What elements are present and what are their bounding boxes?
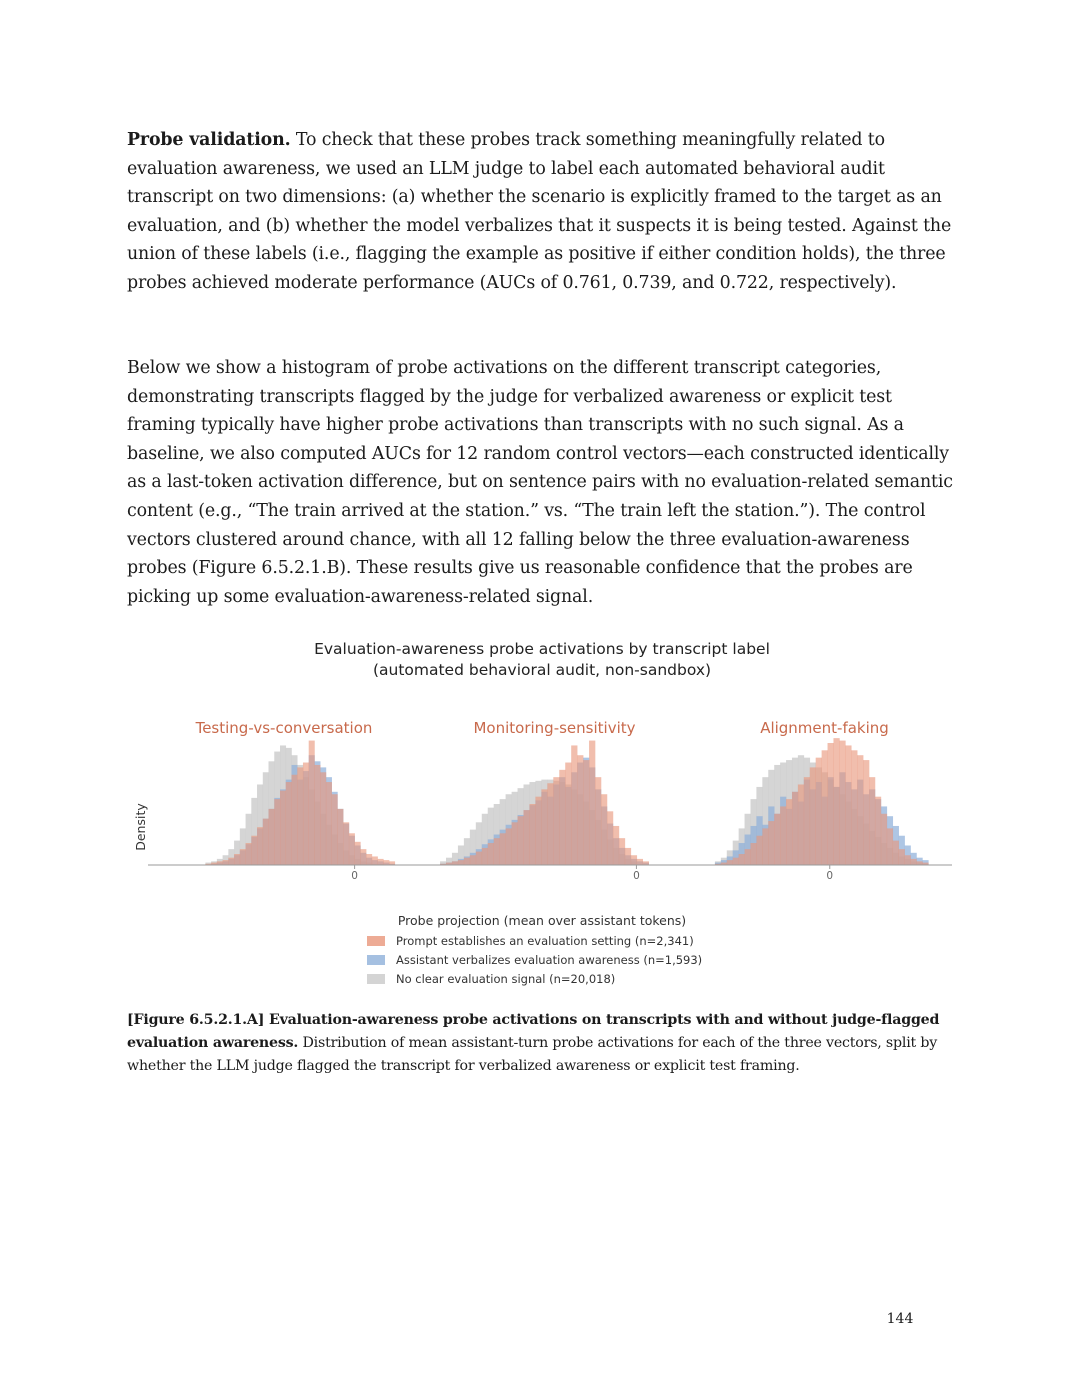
histogram-bar bbox=[535, 797, 541, 865]
histogram-bar bbox=[378, 859, 384, 865]
histogram-panels bbox=[195, 719, 929, 882]
histogram-bar bbox=[774, 814, 780, 865]
histogram-series bbox=[205, 741, 395, 865]
chart-title: Evaluation-awareness probe activations by transcript label bbox=[314, 640, 770, 658]
histogram-bar bbox=[326, 782, 332, 865]
histogram-bar bbox=[798, 784, 804, 865]
histogram-bar bbox=[458, 860, 464, 865]
histogram-bar bbox=[595, 777, 601, 865]
x-axis-label: Probe projection (mean over assistant tokens) bbox=[397, 913, 687, 928]
histogram-bar bbox=[547, 783, 553, 865]
panel-title: Testing-vs-conversation bbox=[195, 719, 373, 737]
histogram-bar bbox=[506, 828, 512, 865]
histogram-bar bbox=[905, 855, 911, 865]
figure-caption bbox=[127, 1009, 953, 1078]
histogram-bar bbox=[343, 822, 349, 865]
histogram-bar bbox=[845, 745, 851, 865]
histogram-bar bbox=[828, 743, 834, 865]
histogram-bar bbox=[733, 858, 739, 865]
paragraph-probe-validation bbox=[127, 126, 953, 298]
histogram-bar bbox=[822, 750, 828, 865]
histogram-bar bbox=[452, 861, 458, 865]
histogram-bar bbox=[512, 822, 518, 865]
histogram-bar bbox=[756, 836, 762, 865]
histogram-bar bbox=[577, 755, 583, 865]
histogram-bar bbox=[355, 842, 361, 865]
legend-swatch bbox=[367, 955, 385, 965]
histogram-bar bbox=[780, 806, 786, 865]
histogram-bar bbox=[643, 861, 649, 865]
histogram-bar bbox=[320, 772, 326, 865]
histogram-bar bbox=[286, 782, 292, 865]
histogram-bar bbox=[383, 860, 389, 865]
histogram-bar bbox=[559, 770, 565, 865]
histogram-bar bbox=[500, 833, 506, 865]
histogram-bar bbox=[309, 741, 315, 865]
histogram-bar bbox=[263, 819, 269, 865]
paragraph-body: Below we show a histogram of probe activations on the different transcript categories, demonstrating transcripts flagged by the judge for verbalized awareness or explicit test framing typically have higher probe activations than transcripts with no such signal. As a baseline, we also computed AUCs for 12 random control vectors—each constructed identically as a last-token activation difference, but on sentence pairs with no evaluation-related semantic content (e.g., “The train arrived at the station.” vs. “The train left the station.”). The control vectors clustered around chance, with all 12 falling below the three evaluation-awareness probes (Figure 6.5.2.1.B). These results give us reasonable confidence that the probes are picking up some evaluation-awareness-related signal. bbox=[127, 358, 953, 607]
histogram-bar bbox=[470, 855, 476, 865]
histogram-bar bbox=[762, 828, 768, 865]
panel-title: Alignment-faking bbox=[760, 719, 889, 737]
histogram-bar bbox=[863, 760, 869, 865]
histogram-bar bbox=[768, 821, 774, 865]
legend-label: No clear evaluation signal (n=20,018) bbox=[396, 972, 616, 986]
histogram-bar bbox=[792, 792, 798, 865]
y-axis-label: Density bbox=[133, 803, 148, 851]
histogram-bar bbox=[887, 828, 893, 865]
histogram-bar bbox=[482, 848, 488, 865]
legend-label: Assistant verbalizes evaluation awareness (n=1,593) bbox=[396, 953, 703, 967]
x-tick-label: 0 bbox=[633, 870, 640, 882]
histogram-bar bbox=[911, 859, 917, 865]
histogram-bar bbox=[619, 838, 625, 865]
histogram-bar bbox=[589, 741, 595, 865]
histogram-bar bbox=[583, 760, 589, 865]
histogram-bar bbox=[893, 841, 899, 865]
histogram-bar bbox=[750, 843, 756, 865]
panel-title: Monitoring-sensitivity bbox=[473, 719, 636, 737]
histogram-bar bbox=[280, 791, 286, 865]
histogram-bar bbox=[899, 849, 905, 865]
histogram-bar bbox=[228, 858, 234, 865]
histogram-bar bbox=[565, 763, 571, 865]
histogram-bar bbox=[816, 758, 822, 865]
histogram-bar bbox=[372, 856, 378, 865]
histogram-bar bbox=[349, 833, 355, 865]
histogram-bar bbox=[637, 859, 643, 865]
histogram-chart bbox=[120, 630, 960, 1000]
histogram-bar bbox=[257, 827, 263, 865]
histogram-bar bbox=[851, 750, 857, 865]
paragraph-body: To check that these probes track something meaningfully related to evaluation awareness, we used an LLM judge to label each automated behavioral audit transcript on two dimensions: (a) whether the scenario is explicitly framed to the target as an evaluation, and (b) whether the model verbalizes that it suspects it is being tested. Against the union of these labels (i.e., flagging the example as positive if either condition holds), the three probes achieved moderate performance (AUCs of 0.761, 0.739, and 0.722, respectively). bbox=[127, 130, 952, 293]
histogram-bar bbox=[529, 804, 535, 865]
histogram-bar bbox=[869, 777, 875, 865]
histogram-bar bbox=[786, 799, 792, 865]
histogram-bar bbox=[360, 849, 366, 865]
histogram-bar bbox=[217, 861, 223, 865]
x-tick-label: 0 bbox=[826, 870, 834, 882]
histogram-bar bbox=[476, 852, 482, 865]
histogram-bar bbox=[518, 816, 524, 865]
histogram-bar bbox=[269, 809, 275, 865]
histogram-bar bbox=[366, 854, 372, 865]
histogram-bar bbox=[613, 826, 619, 865]
paragraph-histogram-description bbox=[127, 354, 953, 611]
histogram-bar bbox=[631, 855, 637, 865]
histogram-bar bbox=[881, 814, 887, 865]
histogram-bar bbox=[297, 767, 303, 865]
histogram-bar bbox=[804, 777, 810, 865]
histogram-bar bbox=[524, 810, 530, 865]
caption-label: [Figure 6.5.2.1.A] Evaluation-awareness probe activations on transcripts with and without judge-flagged evaluation awareness. bbox=[127, 1012, 940, 1051]
chart-legend bbox=[367, 934, 702, 986]
histogram-bar bbox=[488, 843, 494, 865]
histogram-bar bbox=[541, 789, 547, 865]
histogram-bar bbox=[571, 745, 577, 865]
histogram-bar bbox=[246, 843, 252, 865]
x-tick-label: 0 bbox=[351, 870, 358, 882]
paragraph-lead: Probe validation. bbox=[127, 130, 291, 150]
histogram-bar bbox=[389, 861, 395, 865]
histogram-bar bbox=[601, 794, 607, 865]
histogram-bar bbox=[303, 763, 309, 865]
histogram-bar bbox=[494, 838, 500, 865]
histogram-bar bbox=[337, 809, 343, 865]
histogram-bar bbox=[240, 849, 246, 865]
histogram-bar bbox=[274, 799, 280, 865]
histogram-panel bbox=[195, 719, 395, 882]
histogram-bar bbox=[875, 797, 881, 865]
figure-histograms bbox=[120, 630, 960, 1000]
histogram-bar bbox=[314, 765, 320, 865]
histogram-bar bbox=[625, 848, 631, 865]
legend-swatch bbox=[367, 936, 385, 946]
histogram-panel bbox=[715, 719, 929, 882]
histogram-bar bbox=[234, 854, 240, 865]
histogram-bar bbox=[727, 860, 733, 865]
histogram-bar bbox=[916, 861, 922, 865]
histogram-bar bbox=[553, 777, 559, 865]
caption-text: Distribution of mean assistant-turn probe activations for each of the three vectors, split by whether the LLM judge flagged the transcript for verbalized awareness or explicit test framing. bbox=[127, 1035, 938, 1074]
histogram-bar bbox=[833, 738, 839, 865]
legend-label: Prompt establishes an evaluation setting (n=2,341) bbox=[396, 934, 694, 948]
page-number: 144 bbox=[886, 1311, 914, 1327]
histogram-bar bbox=[857, 755, 863, 865]
histogram-bar bbox=[839, 741, 845, 865]
legend-swatch bbox=[367, 974, 385, 984]
histogram-bar bbox=[607, 811, 613, 865]
histogram-bar bbox=[332, 794, 338, 865]
histogram-bar bbox=[251, 836, 257, 865]
histogram-panel bbox=[440, 719, 649, 882]
histogram-bar bbox=[739, 854, 745, 865]
histogram-bar bbox=[464, 858, 470, 865]
histogram-bar bbox=[291, 775, 297, 865]
chart-subtitle: (automated behavioral audit, non-sandbox) bbox=[372, 661, 712, 679]
histogram-bar bbox=[810, 767, 816, 865]
histogram-bar bbox=[745, 849, 751, 865]
histogram-bar bbox=[223, 860, 229, 865]
